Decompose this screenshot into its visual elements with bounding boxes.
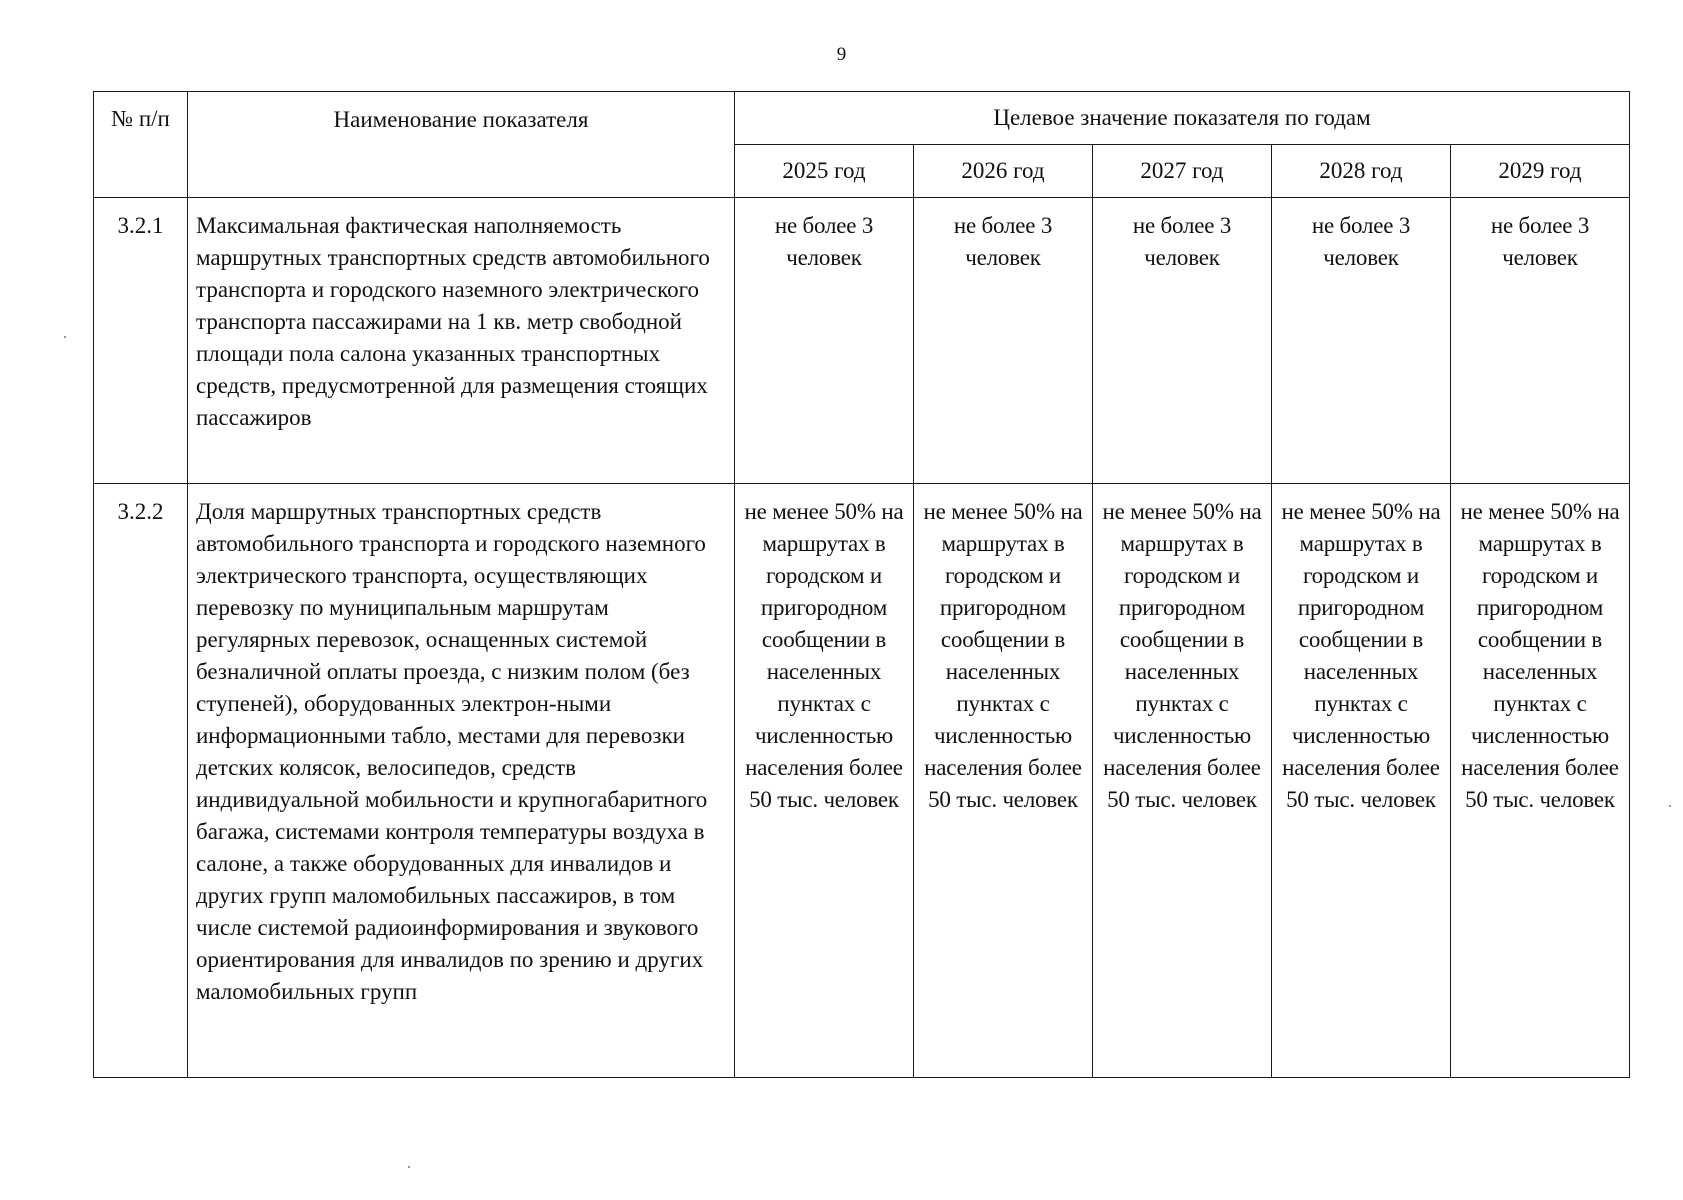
header-year-2027: 2027 год	[1093, 145, 1272, 198]
table-row	[94, 484, 1630, 1078]
target-value-2026: не менее 50% на маршрутах в городском и пригородном сообщении в населенных пунктах с численностью населения более 50 тыс. человек	[914, 484, 1093, 1078]
header-col-name: Наименование показателя	[188, 92, 735, 198]
target-value-2029: не более 3 человек	[1451, 198, 1630, 484]
indicators-table	[93, 91, 1630, 1078]
header-year-2029: 2029 год	[1451, 145, 1630, 198]
header-year-2025: 2025 год	[735, 145, 914, 198]
target-value-2025: не более 3 человек	[735, 198, 914, 484]
header-year-2028: 2028 год	[1272, 145, 1451, 198]
scan-speck	[408, 1166, 410, 1168]
row-number: 3.2.1	[94, 198, 188, 484]
header-row	[94, 92, 1630, 145]
target-value-2025: не менее 50% на маршрутах в городском и пригородном сообщении в населенных пунктах с численностью населения более 50 тыс. человек	[735, 484, 914, 1078]
row-number: 3.2.2	[94, 484, 188, 1078]
target-value-2029: не менее 50% на маршрутах в городском и пригородном сообщении в населенных пунктах с численностью населения более 50 тыс. человек	[1451, 484, 1630, 1078]
scan-speck	[64, 336, 66, 338]
table-row	[94, 198, 1630, 484]
target-value-2026: не более 3 человек	[914, 198, 1093, 484]
header-year-2026: 2026 год	[914, 145, 1093, 198]
indicator-name: Доля маршрутных транспортных средств автомобильного транспорта и городского наземного электрического транспорта, осуществляющих перевозку по муниципальным маршрутам регулярных перевозок, оснащенных системой безналичной оплаты проезда, с низким полом (без ступеней), оборудованных электрон-ными информационными табло, местами для перевозки детских колясок, велосипедов, средств индивидуальной мобильности и крупногабаритного багажа, системами контроля температуры воздуха в салоне, а также оборудованных для инвалидов и других групп маломобильных пассажиров, в том числе системой радиоинформирования и звукового ориентирования для инвалидов по зрению и других маломобильных групп	[188, 484, 735, 1078]
target-value-2028: не более 3 человек	[1272, 198, 1451, 484]
target-value-2028: не менее 50% на маршрутах в городском и пригородном сообщении в населенных пунктах с численностью населения более 50 тыс. человек	[1272, 484, 1451, 1078]
scan-speck	[1669, 805, 1671, 807]
page-number: 9	[836, 44, 847, 65]
target-value-2027: не более 3 человек	[1093, 198, 1272, 484]
indicator-name: Максимальная фактическая наполняемость маршрутных транспортных средств автомобильного транспорта и городского наземного электрического транспорта пассажирами на 1 кв. метр свободной площади пола салона указанных транспортных средств, предусмотренной для размещения стоящих пассажиров	[188, 198, 735, 484]
target-value-2027: не менее 50% на маршрутах в городском и пригородном сообщении в населенных пунктах с численностью населения более 50 тыс. человек	[1093, 484, 1272, 1078]
header-col-target: Целевое значение показателя по годам	[735, 92, 1630, 145]
header-col-no: № п/п	[94, 92, 188, 198]
